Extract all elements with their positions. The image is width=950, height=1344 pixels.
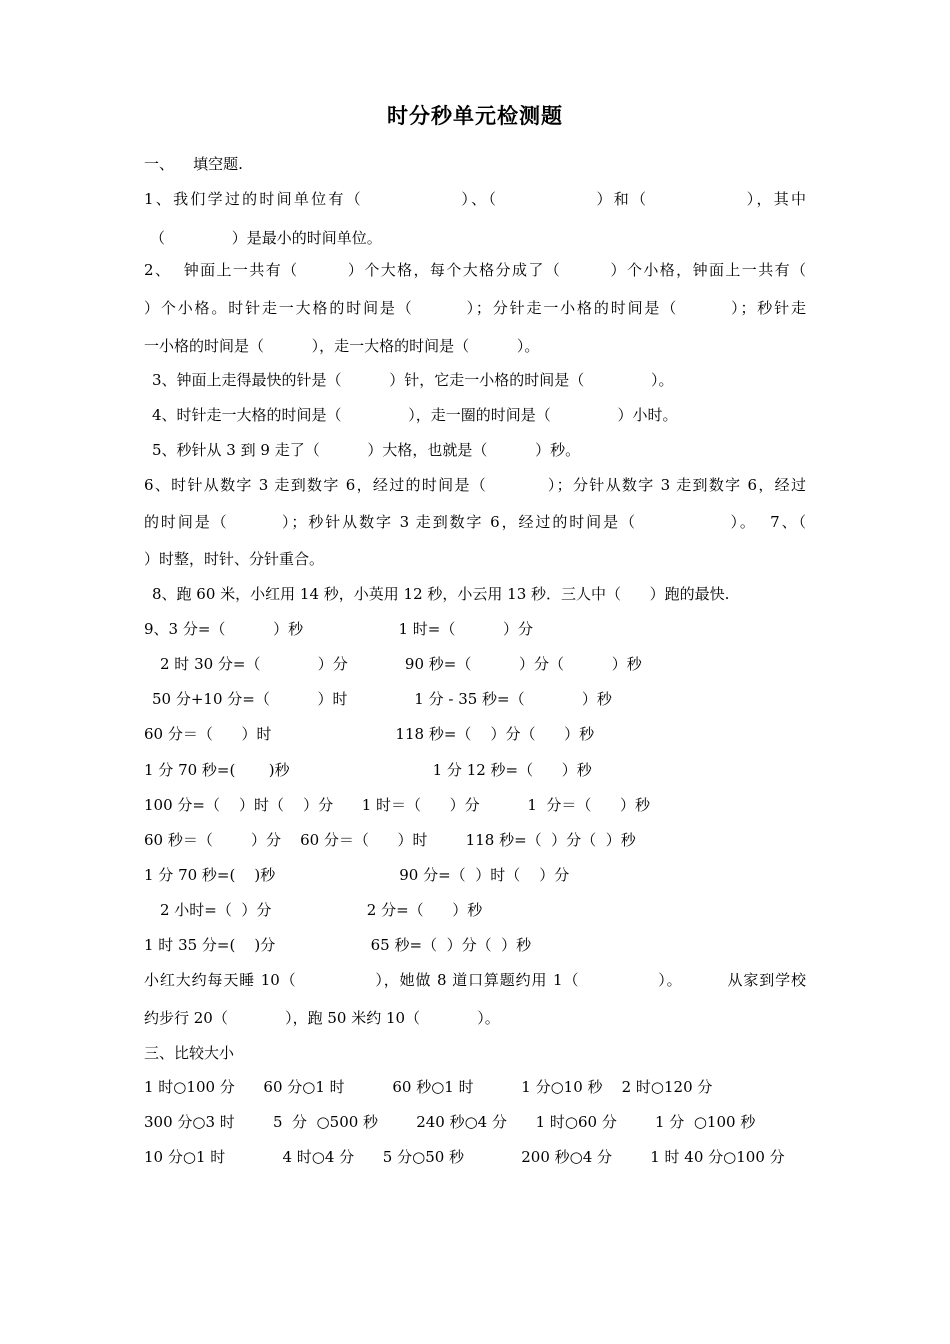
question-7-line: ）时整，时针、分针重合。 xyxy=(144,550,325,568)
compare-row-3: 10 分○1 时 4 时○4 分 5 分○50 秒 200 秒○4 分 1 时 40 分○100 分 xyxy=(144,1148,785,1166)
question-9-row-3: 50 分+10 分=（ ）时 1 分 - 35 秒=（ ）秒 xyxy=(152,690,612,708)
question-9-row-9: 2 小时=（ ）分 2 分=（ ）秒 xyxy=(160,901,483,919)
compare-row-1: 1 时○100 分 60 分○1 时 60 秒○1 时 1 分○10 秒 2 时○120 分 xyxy=(144,1078,713,1096)
question-10-line-1: 小红大约每天睡 10（ ），她做 8 道口算题约用 1（ ）。 从家到学校 xyxy=(144,971,806,989)
question-9-row-4: 60 分＝（ ）时 118 秒=（ ）分（ ）秒 xyxy=(144,725,595,743)
question-9-row-10: 1 时 35 分=( )分 65 秒=（ ）分（ ）秒 xyxy=(144,936,532,954)
section-heading-fill-blanks: 一、 填空题. xyxy=(144,155,243,173)
page-title: 时分秒单元检测题 xyxy=(387,104,563,128)
question-9-row-7: 60 秒＝（ ）分 60 分＝（ ）时 118 秒=（ ）分（ ）秒 xyxy=(144,831,636,849)
question-6-line-2: 的时间是（ ）；秒针从数字 3 走到数字 6，经过的时间是（ ）。 7、（ xyxy=(144,513,806,531)
question-6-line-1: 6、时针从数字 3 走到数字 6，经过的时间是（ ）；分针从数字 3 走到数字 6，经过 xyxy=(144,476,806,494)
question-9-row-5: 1 分 70 秒=( )秒 1 分 12 秒=（ ）秒 xyxy=(144,761,592,779)
question-1-line-1: 1、我们学过的时间单位有（ ）、（ ）和（ ），其中 xyxy=(144,190,806,208)
question-9-row-2: 2 时 30 分=（ ）分 90 秒=（ ）分（ ）秒 xyxy=(160,655,642,673)
question-2-line-2: ）个小格。时针走一大格的时间是（ ）；分针走一小格的时间是（ ）；秒针走 xyxy=(144,299,806,317)
question-5: 5、秒针从 3 到 9 走了（ ）大格，也就是（ ）秒。 xyxy=(152,441,581,459)
question-1-line-2: （ ）是最小的时间单位。 xyxy=(150,229,382,247)
question-2-line-3: 一小格的时间是（ ），走一大格的时间是（ ）。 xyxy=(144,337,540,355)
question-2-line-1: 2、 钟面上一共有（ ）个大格，每个大格分成了（ ）个小格，钟面上一共有（ xyxy=(144,261,806,279)
section-heading-compare: 三、比较大小 xyxy=(144,1044,235,1062)
question-9-row-1: 9、3 分=（ ）秒 1 时=（ ）分 xyxy=(144,620,534,638)
compare-row-2: 300 分○3 时 5 分 ○500 秒 240 秒○4 分 1 时○60 分 1 分 ○100 秒 xyxy=(144,1113,756,1131)
question-3: 3、钟面上走得最快的针是（ ）针，它走一小格的时间是（ ）。 xyxy=(152,371,674,389)
question-10-line-2: 约步行 20（ ），跑 50 米约 10（ ）。 xyxy=(144,1009,500,1027)
question-8: 8、跑 60 米，小红用 14 秒，小英用 12 秒，小云用 13 秒．三人中（ ）跑的最快. xyxy=(152,585,730,603)
question-9-row-6: 100 分=（ ）时（ ）分 1 时＝（ ）分 1 分＝（ ）秒 xyxy=(144,796,651,814)
question-9-row-8: 1 分 70 秒=( )秒 90 分=（ ）时（ ）分 xyxy=(144,866,570,884)
question-4: 4、时针走一大格的时间是（ ），走一圈的时间是（ ）小时。 xyxy=(152,406,678,424)
